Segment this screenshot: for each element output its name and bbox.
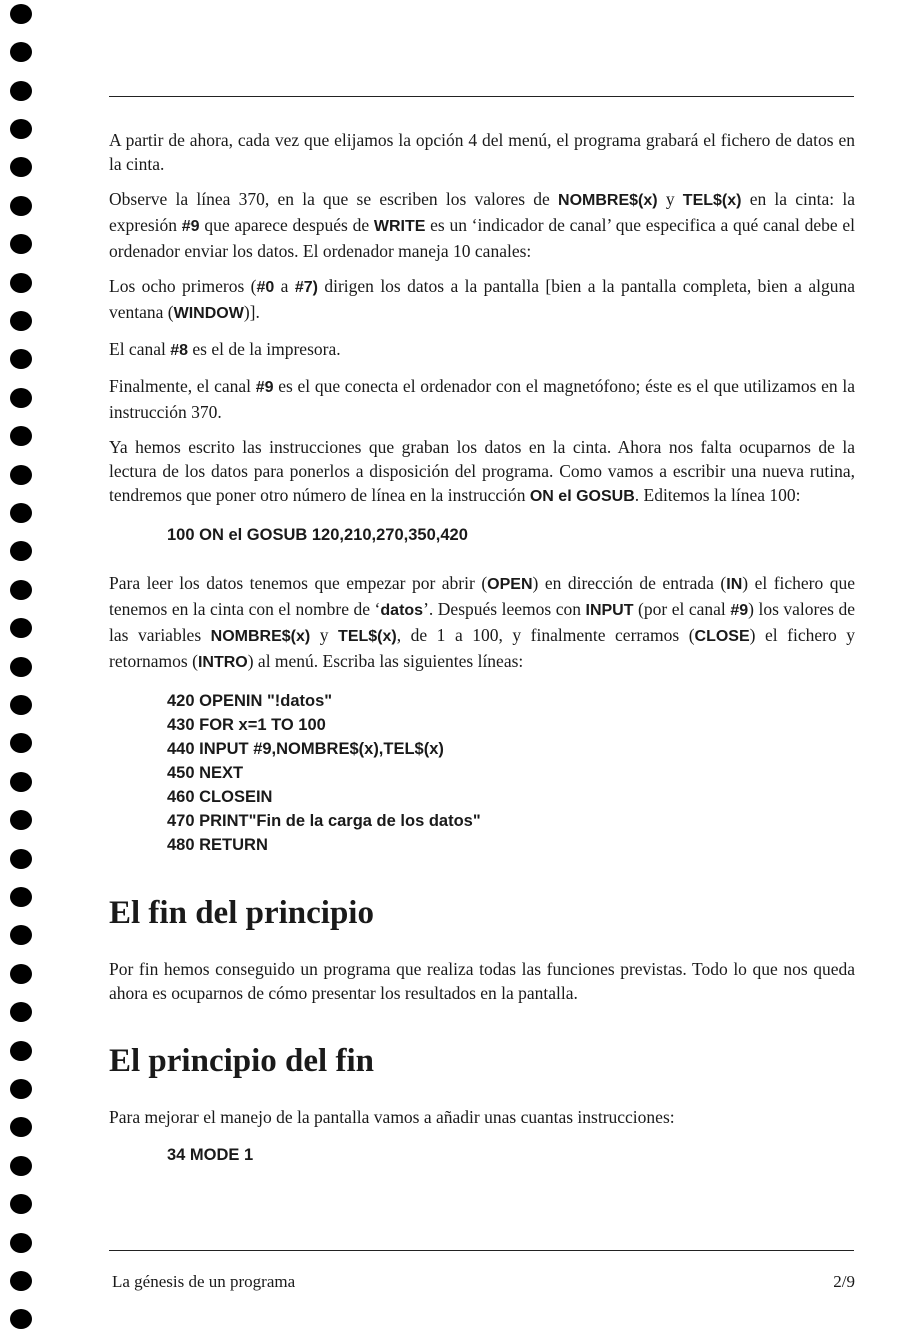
text: ) al menú. Escriba las siguientes líneas: <box>247 651 524 671</box>
text: Observe la línea 370, en la que se escriben los valores de <box>109 189 559 209</box>
text: )]. <box>243 302 260 322</box>
text: ) los valores de las variables <box>109 599 855 645</box>
binder-hole-icon <box>10 157 32 177</box>
keyword: WRITE <box>373 218 426 235</box>
text: es un ‘indicador de canal’ que especifica a qué canal debe el ordenador enviar los datos. El ordenador maneja 10 canales: <box>109 215 855 261</box>
binder-hole-icon <box>10 196 32 216</box>
section-heading: El fin del principio <box>109 895 374 931</box>
text: . Editemos la línea 100: <box>634 485 801 505</box>
text: a <box>274 276 295 296</box>
footer-rule <box>109 1250 854 1251</box>
binder-hole-icon <box>10 618 32 638</box>
code-block-1 <box>167 523 855 547</box>
code-block-2 <box>167 689 855 857</box>
binder-hole-icon <box>10 733 32 753</box>
text: El canal <box>109 339 171 359</box>
code-line: 440 INPUT #9,NOMBRE$(x),TEL$(x) <box>167 740 444 758</box>
text: (por el canal <box>633 599 731 619</box>
code-block-3 <box>167 1143 855 1167</box>
text: es el que conecta el ordenador con el magnetófono; éste es el que utilizamos en la instrucción 370. <box>109 376 855 422</box>
page-number: 2/9 <box>833 1272 855 1291</box>
page-content <box>109 128 855 1191</box>
text: y <box>657 189 683 209</box>
text: , de 1 a 100, y finalmente cerramos ( <box>396 625 695 645</box>
paragraph-1: A partir de ahora, cada vez que elijamos la opción 4 del menú, el programa grabará el fichero de datos en la cinta. <box>109 130 855 174</box>
binder-hole-icon <box>10 1117 32 1137</box>
binder-hole-icon <box>10 849 32 869</box>
text: ’. Después leemos con <box>423 599 586 619</box>
binder-hole-icon <box>10 1271 32 1291</box>
binder-hole-icon <box>10 1194 32 1214</box>
code-line: 460 CLOSEIN <box>167 788 273 806</box>
binder-hole-icon <box>10 81 32 101</box>
text: Finalmente, el canal <box>109 376 256 396</box>
header-rule <box>109 96 854 97</box>
keyword: INTRO <box>197 654 248 671</box>
binder-hole-icon <box>10 311 32 331</box>
binder-hole-icon <box>10 810 32 830</box>
binder-hole-icon <box>10 1079 32 1099</box>
text: que aparece después de <box>199 215 374 235</box>
binder-holes <box>10 0 34 1334</box>
binder-hole-icon <box>10 925 32 945</box>
keyword: #7) <box>294 279 318 296</box>
binder-hole-icon <box>10 349 32 369</box>
binder-hole-icon <box>10 388 32 408</box>
binder-hole-icon <box>10 541 32 561</box>
binder-hole-icon <box>10 1156 32 1176</box>
text: ) el fichero y retornamos ( <box>109 625 856 671</box>
keyword: NOMBRE$(x) <box>558 192 658 209</box>
keyword: TEL$(x) <box>682 192 742 209</box>
text: Para leer los datos tenemos que empezar por abrir ( <box>109 573 488 593</box>
code-line: 450 NEXT <box>167 764 244 782</box>
text: Ya hemos escrito las instrucciones que graban los datos en la cinta. Ahora nos falta ocuparnos de la lectura de los datos para ponerlos a disposición del programa. Como vamos a escribir una nueva rutina, tendremos que poner otro número de línea en la instrucción <box>109 437 855 505</box>
code-line: 470 PRINT"Fin de la carga de los datos" <box>167 812 481 830</box>
footer-title: La génesis de un programa <box>112 1272 296 1291</box>
binder-hole-icon <box>10 119 32 139</box>
keyword: INPUT <box>585 602 634 619</box>
binder-hole-icon <box>10 772 32 792</box>
paragraph-7 <box>109 571 855 675</box>
keyword: NOMBRE$(x) <box>210 628 311 645</box>
paragraph-8: Por fin hemos conseguido un programa que realiza todas las funciones previstas. Todo lo que nos queda ahora es ocuparnos de cómo presentar los resultados en la pantalla. <box>109 959 855 1003</box>
keyword: IN <box>726 576 743 593</box>
code-line: 420 OPENIN "!datos" <box>167 692 333 710</box>
binder-hole-icon <box>10 964 32 984</box>
text: ) en dirección de entrada ( <box>532 573 727 593</box>
keyword: #8 <box>170 342 189 359</box>
code-line: 100 ON el GOSUB 120,210,270,350,420 <box>167 526 468 544</box>
text: en la cinta: la expresión <box>109 189 856 235</box>
binder-hole-icon <box>10 1309 32 1329</box>
keyword: #9 <box>730 602 749 619</box>
paragraph-5 <box>109 374 855 424</box>
keyword: CLOSE <box>694 628 750 645</box>
binder-hole-icon <box>10 234 32 254</box>
paragraph-9: Para mejorar el manejo de la pantalla vamos a añadir unas cuantas instrucciones: <box>109 1107 675 1127</box>
binder-hole-icon <box>10 4 32 24</box>
binder-hole-icon <box>10 426 32 446</box>
text: y <box>310 625 339 645</box>
paragraph-3 <box>109 274 855 326</box>
keyword: datos <box>380 602 424 619</box>
text: ) el fichero que tenemos en la cinta con el nombre de ‘ <box>109 573 856 619</box>
keyword: #9 <box>181 218 200 235</box>
binder-hole-icon <box>10 1233 32 1253</box>
paragraph-6 <box>109 435 855 509</box>
binder-hole-icon <box>10 465 32 485</box>
keyword: TEL$(x) <box>338 628 397 645</box>
binder-hole-icon <box>10 657 32 677</box>
binder-hole-icon <box>10 42 32 62</box>
code-line: 34 MODE 1 <box>167 1146 254 1164</box>
binder-hole-icon <box>10 580 32 600</box>
code-line: 480 RETURN <box>167 836 268 854</box>
binder-hole-icon <box>10 887 32 907</box>
code-line: 430 FOR x=1 TO 100 <box>167 716 326 734</box>
binder-hole-icon <box>10 695 32 715</box>
binder-hole-icon <box>10 1041 32 1061</box>
keyword: #9 <box>255 379 274 396</box>
paragraph-4 <box>109 337 855 363</box>
text: Los ocho primeros ( <box>109 276 257 296</box>
binder-hole-icon <box>10 1002 32 1022</box>
keyword: OPEN <box>487 576 533 593</box>
text: dirigen los datos a la pantalla [bien a la pantalla completa, bien a alguna ventana ( <box>109 276 855 322</box>
binder-hole-icon <box>10 503 32 523</box>
keyword: ON el GOSUB <box>529 488 635 505</box>
section-heading: El principio del fin <box>109 1043 374 1079</box>
paragraph-2 <box>109 187 855 263</box>
keyword: WINDOW <box>173 305 244 322</box>
text: es el de la impresora. <box>188 339 341 359</box>
binder-hole-icon <box>10 273 32 293</box>
keyword: #0 <box>256 279 275 296</box>
